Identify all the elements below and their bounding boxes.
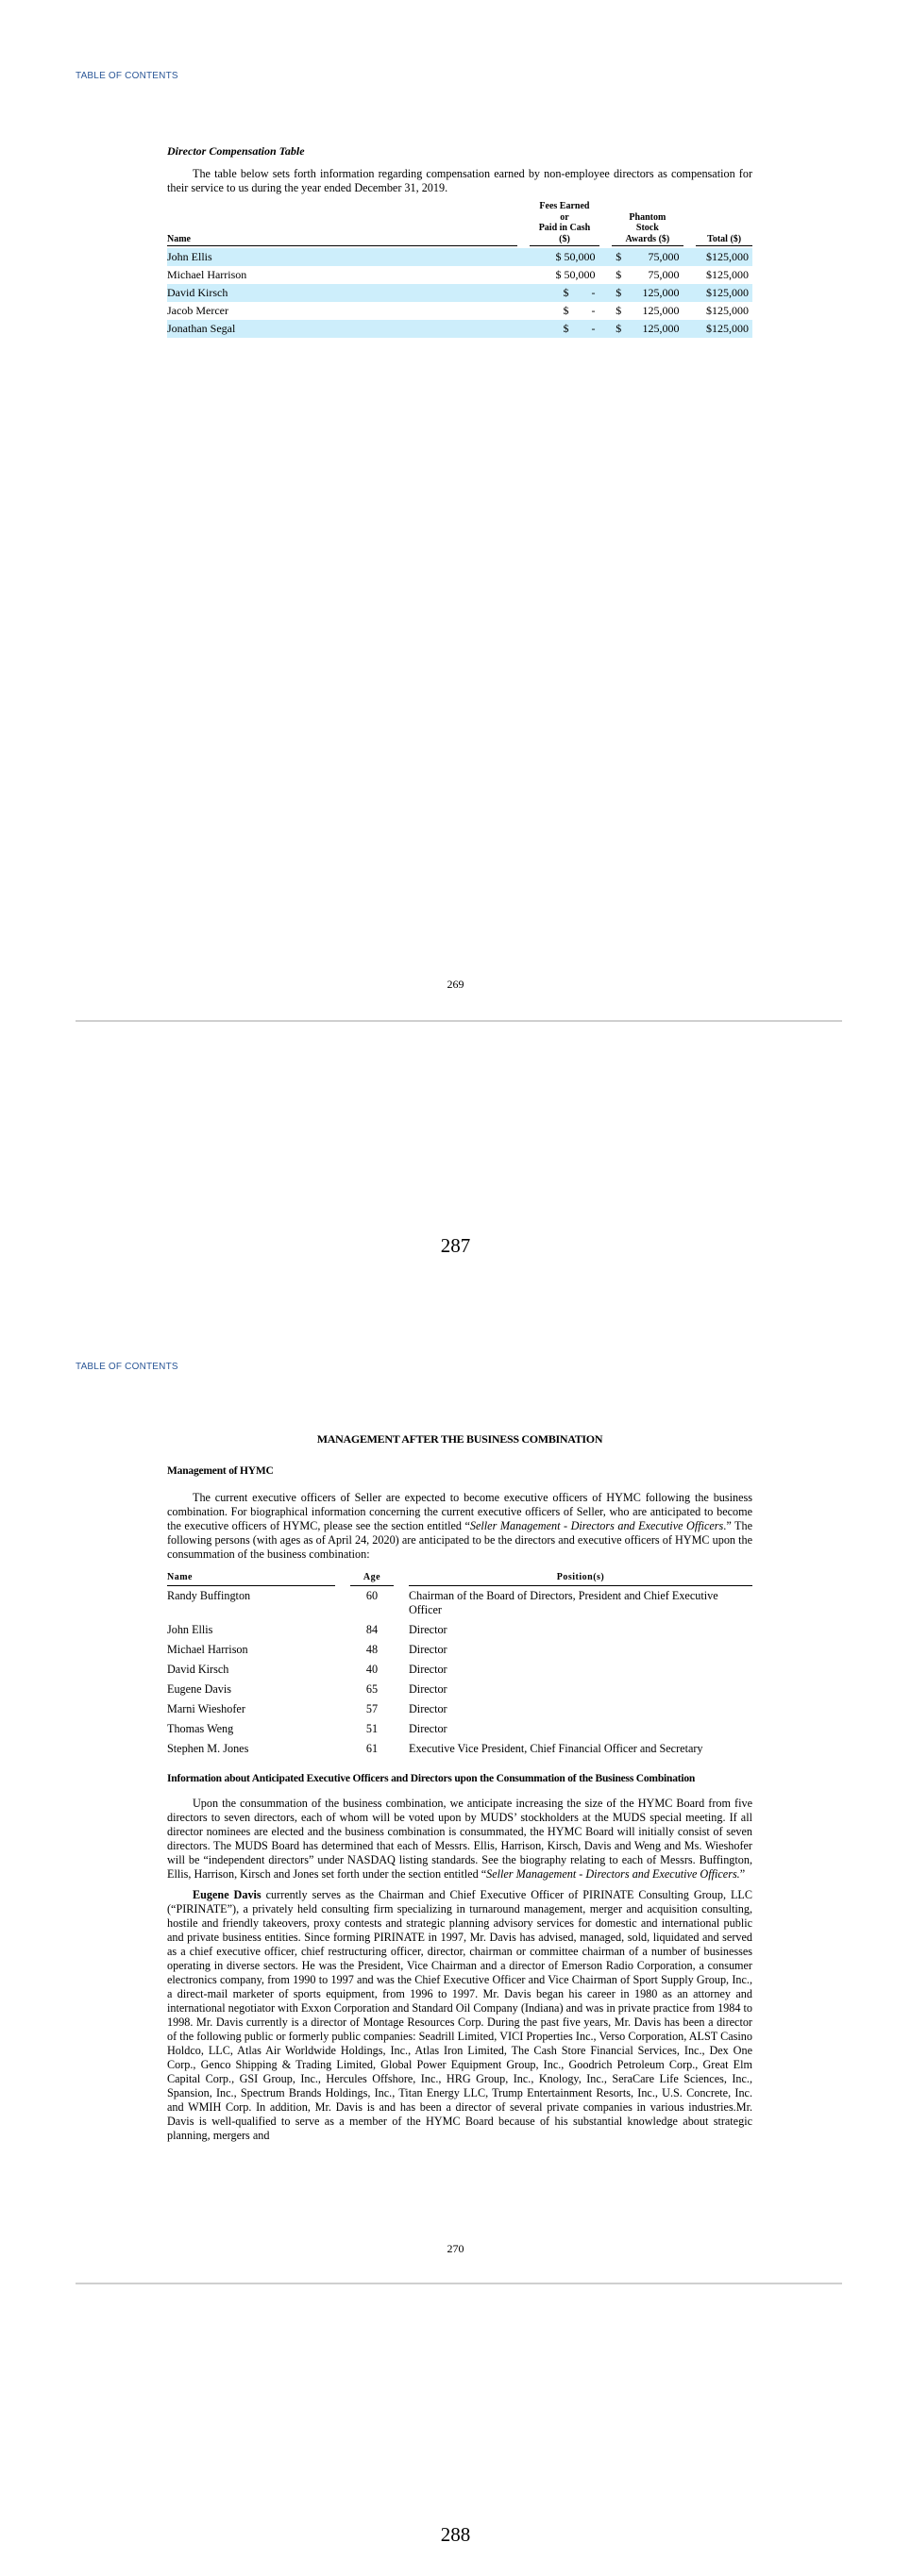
anticipated-officers-paragraph: Upon the consummation of the business combination, we anticipate increasing the size of the HYMC Board from five directors to seven directors, each of whom will be voted upon by MUDS’ stockholders at the MUDS special meeting. If all director nominees are elected and the business combination is consummated, the HYMC Board will initially consist of seven directors. The MUDS Board has determined that each of Messrs. Ellis, Harrison, Kirsch, Davis and Weng and Ms. Wieshofer will be “independent directors” under NASDAQ listing standards. See the biography relating to each of Messrs. Buffington, Ellis, Harrison, Kirsch and Jones set forth under the section entitled “Seller Management - Directors and Executive Officers.”	[167, 1797, 752, 1881]
total-cell: $125,000	[696, 320, 752, 338]
awards-cell: $ 125,000	[612, 284, 683, 302]
awards-cell: $ 75,000	[616, 268, 680, 281]
column-header-name: Name	[167, 1570, 335, 1586]
column-header-name: Name	[167, 201, 517, 248]
person-name: Eugene Davis	[167, 1682, 232, 1696]
person-position: Chairman of the Board of Directors, President and Chief Executive Officer	[409, 1589, 718, 1616]
person-age: 61	[365, 1742, 379, 1755]
column-header-fees: Fees Earned or Paid in Cash ($)	[530, 201, 599, 248]
page-number: 270	[447, 2242, 464, 2255]
column-header-age: Age	[350, 1570, 394, 1586]
table-row	[167, 284, 752, 302]
table-header-row	[167, 1570, 752, 1586]
table-row	[167, 1739, 752, 1759]
person-age: 48	[365, 1643, 379, 1656]
person-position: Director	[409, 1663, 447, 1676]
person-position: Director	[409, 1623, 447, 1636]
person-name: Thomas Weng	[167, 1722, 234, 1735]
column-header-total: Total ($)	[696, 201, 752, 248]
table-row	[167, 302, 752, 320]
director-name: Michael Harrison	[167, 268, 247, 281]
table-header-row	[167, 201, 752, 248]
person-position: Director	[409, 1722, 447, 1735]
person-age: 60	[365, 1589, 379, 1602]
eugene-davis-biography: Eugene Davis currently serves as the Chairman and Chief Executive Officer of PIRINATE Consulting Group, LLC (“PIRINATE”), a privately held consulting firm specializing in turnaround management, merger and acquisition consulting, hostile and friendly takeovers, proxy contests and strategic planning advisory services for domestic and international public and private business entities. Since forming PIRINATE in 1997, Mr. Davis has advised, managed, sold, liquidated and served as a chief executive officer, chief restructuring officer, director, chairman or committee chairman of a number of businesses operating in diverse sectors. He was the President, Vice Chairman and a director of Emerson Radio Corporation, a consumer electronics company, from 1990 to 1997 and was the Chief Executive Officer and Vice Chairman of Sport Supply Group, Inc., a direct-mail marketer of sports equipment, from 1996 to 1997. Mr. Davis began his career in 1980 as an attorney and international negotiator with Exxon Corporation and Standard Oil Company (Indiana) and was in private practice from 1984 to 1998. Mr. Davis currently is a director of Montage Resources Corp. During the past five years, Mr. Davis has been a director of the following public or formerly public companies: Seadrill Limited, VICI Properties Inc., Verso Corporation, ALST Casino Holdco, LLC, Atlas Air Worldwide Holdings, Inc., Atlas Iron Limited, The Cash Store Financial Services, Inc., Dex One Corp., Genco Shipping & Trading Limited, Global Power Equipment Group, Inc., Goodrich Petroleum Corp., Great Elm Capital Corp., GSI Group, Inc., Hercules Offshore, Inc., HRG Group, Inc., Knology, Inc., SeraCare Life Sciences, Inc., Spansion, Inc., Spectrum Brands Holdings, Inc., Titan Energy LLC, Trump Entertainment Resorts, Inc., U.S. Concrete, Inc. and WMIH Corp. In addition, Mr. Davis is and has been a director of several private companies in various industries.Mr. Davis is well-qualified to serve as a member of the HYMC Board because of his substantial knowledge about strategic planning, mergers and	[167, 1888, 752, 2142]
page-divider	[76, 1020, 842, 1022]
person-age: 84	[365, 1623, 379, 1636]
section-title: Director Compensation Table	[167, 144, 305, 158]
person-position: Director	[409, 1682, 447, 1696]
management-section	[167, 1432, 752, 2143]
column-header-phantom-stock-awards: Phantom Stock Awards ($)	[612, 201, 683, 248]
table-of-contents-link[interactable]: TABLE OF CONTENTS	[76, 1362, 178, 1372]
table-row	[167, 1660, 752, 1680]
total-cell: $125,000	[696, 248, 752, 266]
page-divider	[76, 2283, 842, 2284]
total-cell: $125,000	[706, 268, 749, 281]
person-name: David Kirsch	[167, 1663, 229, 1676]
table-of-contents-link[interactable]: TABLE OF CONTENTS	[76, 71, 178, 81]
table-row	[167, 1620, 752, 1640]
total-cell: $125,000	[696, 284, 752, 302]
fees-cell: $ 50,000	[530, 248, 599, 266]
person-name: Marni Wieshofer	[167, 1702, 245, 1715]
director-name: David Kirsch	[167, 284, 517, 302]
page-number: 269	[447, 978, 464, 991]
table-row	[167, 1699, 752, 1719]
person-position: Director	[409, 1702, 447, 1715]
table-row	[167, 320, 752, 338]
person-name: John Ellis	[167, 1623, 213, 1636]
section-title: MANAGEMENT AFTER THE BUSINESS COMBINATION	[316, 1432, 603, 1446]
director-name: John Ellis	[167, 248, 517, 266]
table-row	[167, 1640, 752, 1660]
person-name: Randy Buffington	[167, 1589, 251, 1602]
fees-cell: $ -	[530, 284, 599, 302]
person-name: Michael Harrison	[167, 1643, 248, 1656]
document-page-number: 288	[440, 2523, 471, 2546]
intro-paragraph: The table below sets forth information regarding compensation earned by non-employee directors as compensation for their service to us during the year ended December 31, 2019.	[167, 167, 752, 194]
management-table	[167, 1570, 752, 1759]
column-header-position: Position(s)	[409, 1570, 752, 1586]
person-age: 57	[365, 1702, 379, 1715]
management-paragraph: The current executive officers of Seller are expected to become executive officers of HYMC following the business combination. For biographical information concerning the current executive officers of Seller, who are anticipated to become the executive officers of HYMC, please see the section entitled “Seller Management - Directors and Executive Officers.” The following persons (with ages as of April 24, 2020) are anticipated to be the directors and executive officers of HYMC upon the consummation of the business combination:	[167, 1491, 752, 1561]
fees-cell: $ -	[530, 320, 599, 338]
director-name: Jacob Mercer	[167, 304, 228, 317]
director-compensation-table	[167, 201, 752, 338]
awards-cell: $ 125,000	[616, 304, 680, 317]
person-position: Director	[409, 1643, 447, 1656]
person-position: Executive Vice President, Chief Financial Officer and Secretary	[409, 1742, 703, 1755]
table-row	[167, 1586, 752, 1621]
table-row	[167, 248, 752, 266]
subheading-anticipated-officers: Information about Anticipated Executive Officers and Directors upon the Consummation of the Business Combination	[167, 1773, 696, 1784]
person-age: 51	[365, 1722, 379, 1735]
awards-cell: $ 75,000	[612, 248, 683, 266]
fees-cell: $ -	[563, 304, 596, 317]
table-row	[167, 266, 752, 284]
table-row	[167, 1719, 752, 1739]
fees-cell: $ 50,000	[555, 268, 596, 281]
person-age: 40	[365, 1663, 379, 1676]
director-name: Jonathan Segal	[167, 320, 517, 338]
person-age: 65	[365, 1682, 379, 1696]
table-row	[167, 1680, 752, 1699]
director-compensation-section	[167, 144, 752, 338]
total-cell: $125,000	[706, 304, 749, 317]
person-name: Stephen M. Jones	[167, 1742, 249, 1755]
awards-cell: $ 125,000	[612, 320, 683, 338]
subheading-management: Management of HYMC	[167, 1465, 274, 1477]
document-page-number: 287	[440, 1234, 471, 1257]
